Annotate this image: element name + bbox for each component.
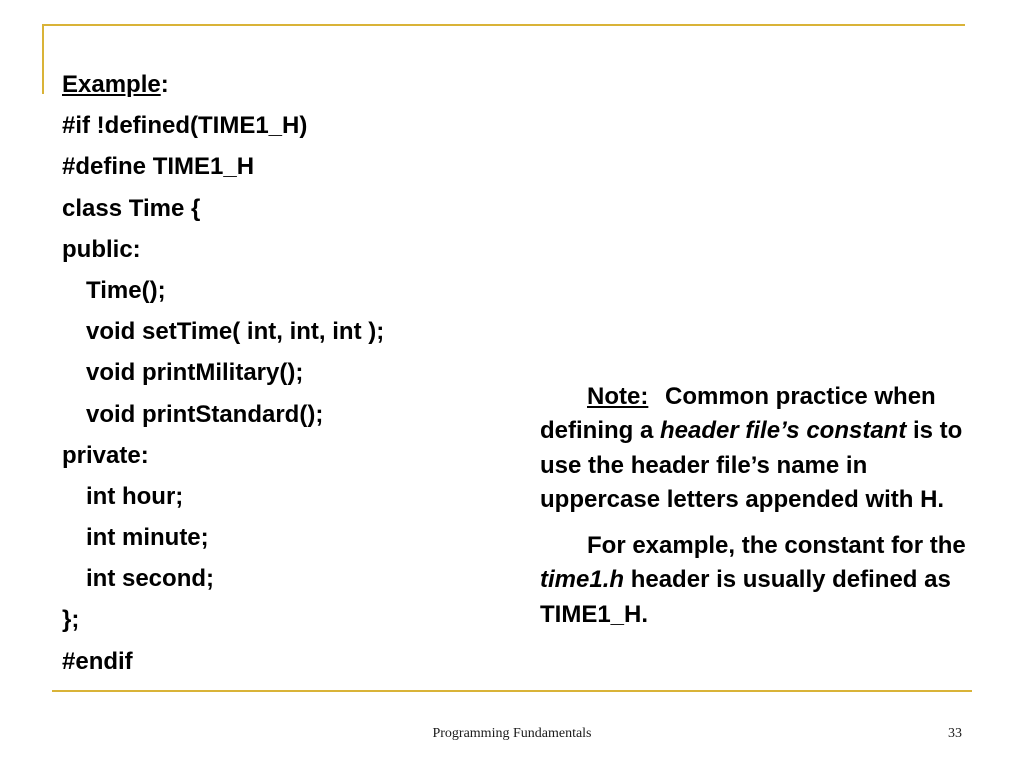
code-line: int minute;: [86, 524, 209, 552]
top-rule: [42, 24, 965, 26]
note-text: Common practice when defining a: [540, 383, 936, 445]
code-line: void printMilitary();: [86, 359, 304, 387]
example-paragraph: [540, 529, 970, 632]
note-box: [540, 380, 970, 632]
code-line: Time();: [86, 276, 166, 304]
code-heading: [62, 64, 384, 105]
note-paragraph: [540, 380, 970, 517]
code-line: private:: [62, 441, 149, 469]
code-line: };: [62, 606, 80, 634]
code-line: int second;: [86, 565, 215, 593]
code-line: #if !defined(TIME1_H): [62, 112, 308, 140]
code-line: class Time {: [62, 194, 201, 222]
note-emphasis: header file’s constant: [660, 417, 907, 445]
note-emphasis: time1.h: [540, 566, 625, 594]
left-rule: [42, 24, 44, 94]
note-text: header is usually defined as TIME1_H.: [540, 566, 951, 628]
code-line: #endif: [62, 647, 133, 675]
note-text: is to use the header file’s name in uppercase letters appended with H.: [540, 417, 963, 513]
footer-title: Programming Fundamentals: [432, 726, 592, 741]
code-example: [62, 64, 384, 682]
note-text: For example, the constant for the: [587, 532, 966, 560]
bottom-rule: [52, 690, 972, 692]
example-label: Example: [62, 71, 161, 98]
example-colon: :: [160, 71, 169, 98]
code-line: void printStandard();: [86, 400, 324, 428]
code-line: void setTime( int, int, int );: [86, 318, 385, 346]
code-line: public:: [62, 235, 141, 263]
page-number: 33: [948, 726, 962, 741]
note-label: Note:: [587, 383, 649, 410]
code-line: int hour;: [86, 482, 184, 510]
code-line: #define TIME1_H: [62, 153, 255, 181]
